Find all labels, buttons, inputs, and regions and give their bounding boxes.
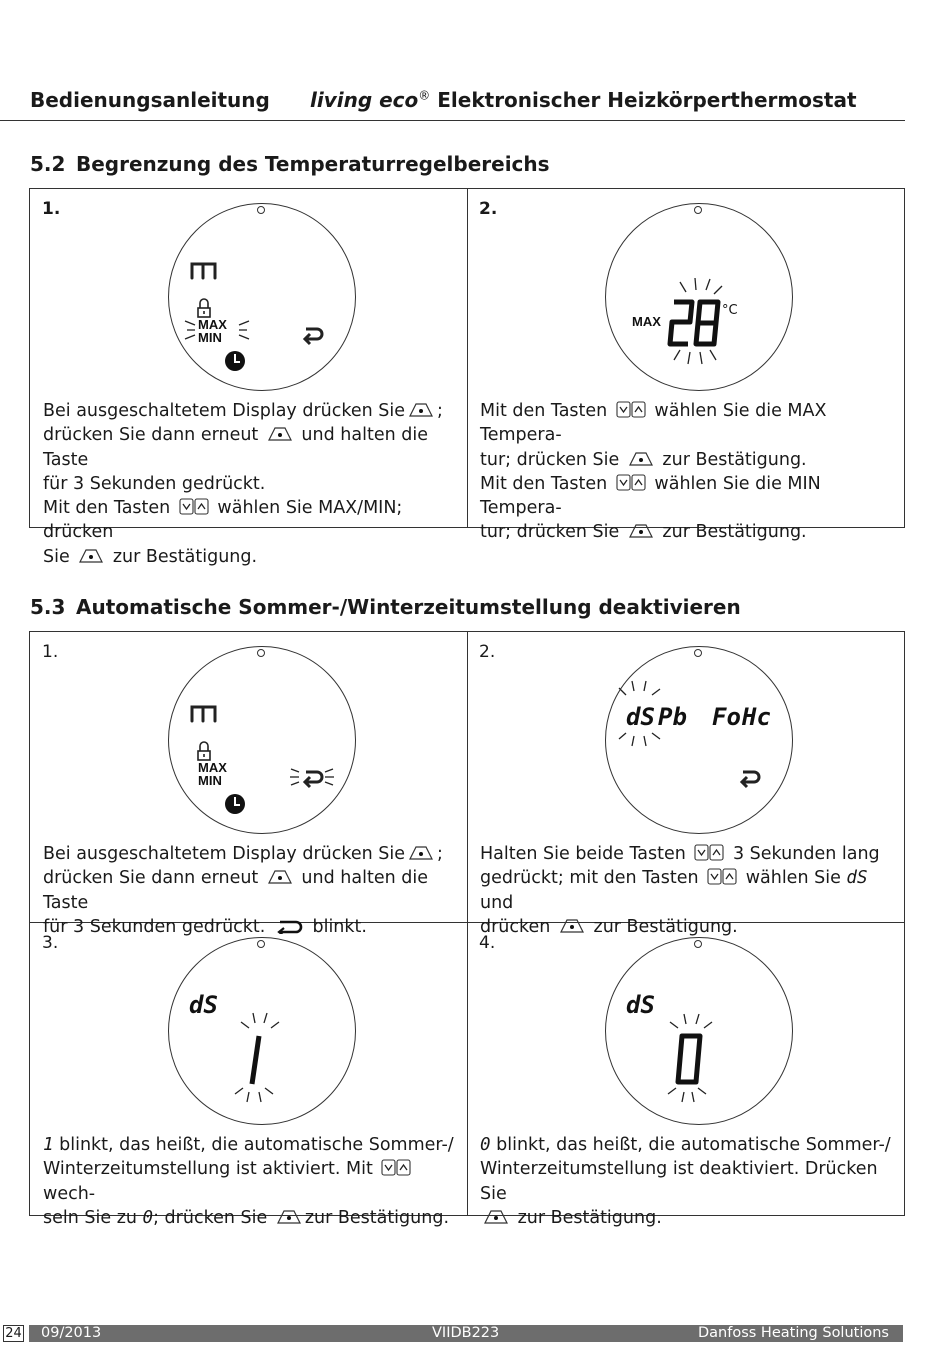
segment-digit-1: 1 (43, 1135, 54, 1155)
instruction-text: 0 blinkt, das heißt, die automatische Sommer-/ Winterzeitumstellung ist deaktiviert. Drücken Sie zur Bestätigung. (480, 1135, 891, 1228)
code-fo: Fo (712, 703, 741, 731)
instruction-cell (467, 189, 904, 543)
return-arrow-icon (742, 772, 759, 787)
segment-digit-0: 0 (142, 1207, 154, 1228)
digit-1-icon (252, 1036, 259, 1084)
digit-2-icon (670, 302, 692, 344)
lock-icon (198, 742, 210, 760)
ok-button-icon (408, 402, 434, 418)
thermostat-display (605, 646, 793, 834)
ok-button-icon (483, 1209, 509, 1225)
up-down-buttons-icon (616, 474, 646, 491)
section-number: 5.2 (30, 152, 66, 176)
page-number: 24 (3, 1325, 24, 1342)
footer-date: 09/2013 (41, 1325, 102, 1341)
page-header (0, 84, 905, 121)
code-pb: Pb (658, 703, 687, 731)
step-number: 1. (42, 642, 59, 662)
code-ds: dS (189, 991, 218, 1019)
digit-0-icon (678, 1036, 700, 1082)
segment-digit-0: 0 (480, 1135, 491, 1155)
section-title: Automatische Sommer-/Winterzeitumstellung deaktivieren (76, 595, 741, 619)
footer-bar (29, 1325, 903, 1342)
instruction-text: Mit den Tasten wählen Sie die MAX Tempera- tur; drücken Sie zur Bestätigung. Mit den Tasten wählen Sie die MIN Tempera- tur; drücken Sie zur Bestätigung. (480, 401, 827, 543)
footer-company: Danfoss Heating Solutions (698, 1325, 889, 1341)
digit-8-icon (696, 302, 718, 344)
code-ds: dS (626, 703, 655, 731)
step-number: 2. (479, 642, 496, 662)
section-title: Begrenzung des Temperaturregelbereichs (76, 152, 550, 176)
section-5-2-heading (30, 152, 550, 176)
page-footer (0, 1325, 905, 1342)
step-number: 2. (479, 199, 498, 219)
thermostat-display (168, 937, 356, 1125)
instruction-cell (30, 632, 467, 937)
thermostat-display (605, 203, 793, 391)
step-number: 1. (42, 199, 61, 219)
segment-m-icon (192, 264, 215, 278)
up-down-buttons-icon (707, 868, 737, 885)
instruction-text: Bei ausgeschaltetem Display drücken Sie ; drücken Sie dann erneut und halten die Taste für 3 Sekunden gedrückt. blinkt. (43, 844, 443, 937)
code-ds: dS (626, 991, 655, 1019)
footer-doc-code: VIIDB223 (432, 1325, 500, 1341)
lock-icon (198, 299, 210, 317)
up-down-buttons-icon (616, 401, 646, 418)
instruction-text: Halten Sie beide Tasten 3 Sekunden lang gedrückt; mit den Tasten wählen Sie dS und drücken zur Bestätigung. (480, 844, 880, 937)
ok-button-icon (267, 426, 293, 442)
header-brand: living eco (310, 88, 419, 112)
section-number: 5.3 (30, 595, 66, 619)
header-product: Elektronischer Heizkörperthermostat (437, 88, 857, 112)
ok-button-icon (267, 869, 293, 885)
thermostat-display (605, 937, 793, 1125)
section-5-3-table (29, 631, 905, 1228)
ok-button-icon (628, 523, 654, 539)
thermostat-display (168, 203, 356, 391)
thermostat-display (168, 646, 356, 834)
max-label: MAX (198, 760, 227, 775)
max-label: MAX (198, 317, 227, 332)
segment-code-ds: dS (846, 868, 868, 889)
step-number: 4. (479, 933, 496, 953)
up-down-buttons-icon (381, 1159, 411, 1176)
clock-icon (225, 351, 245, 371)
section-5-3-heading (30, 595, 741, 619)
instruction-cell (30, 189, 467, 567)
max-label: MAX (632, 314, 661, 329)
ok-button-icon (408, 845, 434, 861)
instruction-cell (467, 632, 904, 937)
instruction-text: 1 blinkt, das heißt, die automatische Sommer-/ Winterzeitumstellung ist aktiviert. Mit wech- seln Sie zu 0; drücken Sie zur Bestätigung. (43, 1135, 454, 1228)
header-product-title (310, 88, 857, 112)
min-label: MIN (198, 330, 222, 345)
clock-icon (225, 794, 245, 814)
section-5-2-table (29, 188, 905, 567)
registered-mark: ® (418, 88, 431, 103)
blink-rays-icon (668, 1014, 712, 1102)
ok-button-icon (78, 548, 104, 564)
step-number: 3. (42, 933, 59, 953)
ok-button-icon (276, 1209, 302, 1225)
up-down-buttons-icon (694, 844, 724, 861)
ok-button-icon (628, 451, 654, 467)
return-arrow-icon (305, 772, 322, 787)
header-manual-label: Bedienungsanleitung (30, 88, 270, 112)
min-label: MIN (198, 773, 222, 788)
code-hc: Hc (742, 703, 771, 731)
instruction-text: Bei ausgeschaltetem Display drücken Sie ; drücken Sie dann erneut und halten die Taste für 3 Sekunden gedrückt. Mit den Tasten wählen Sie MAX/MIN; drücken Sie zur Bestätigung. (43, 401, 443, 567)
instruction-cell (30, 923, 467, 1228)
segment-m-icon (192, 707, 215, 721)
up-down-buttons-icon (179, 498, 209, 515)
celsius-label: °C (722, 303, 738, 318)
instruction-cell (467, 923, 904, 1228)
return-arrow-icon (305, 329, 322, 344)
